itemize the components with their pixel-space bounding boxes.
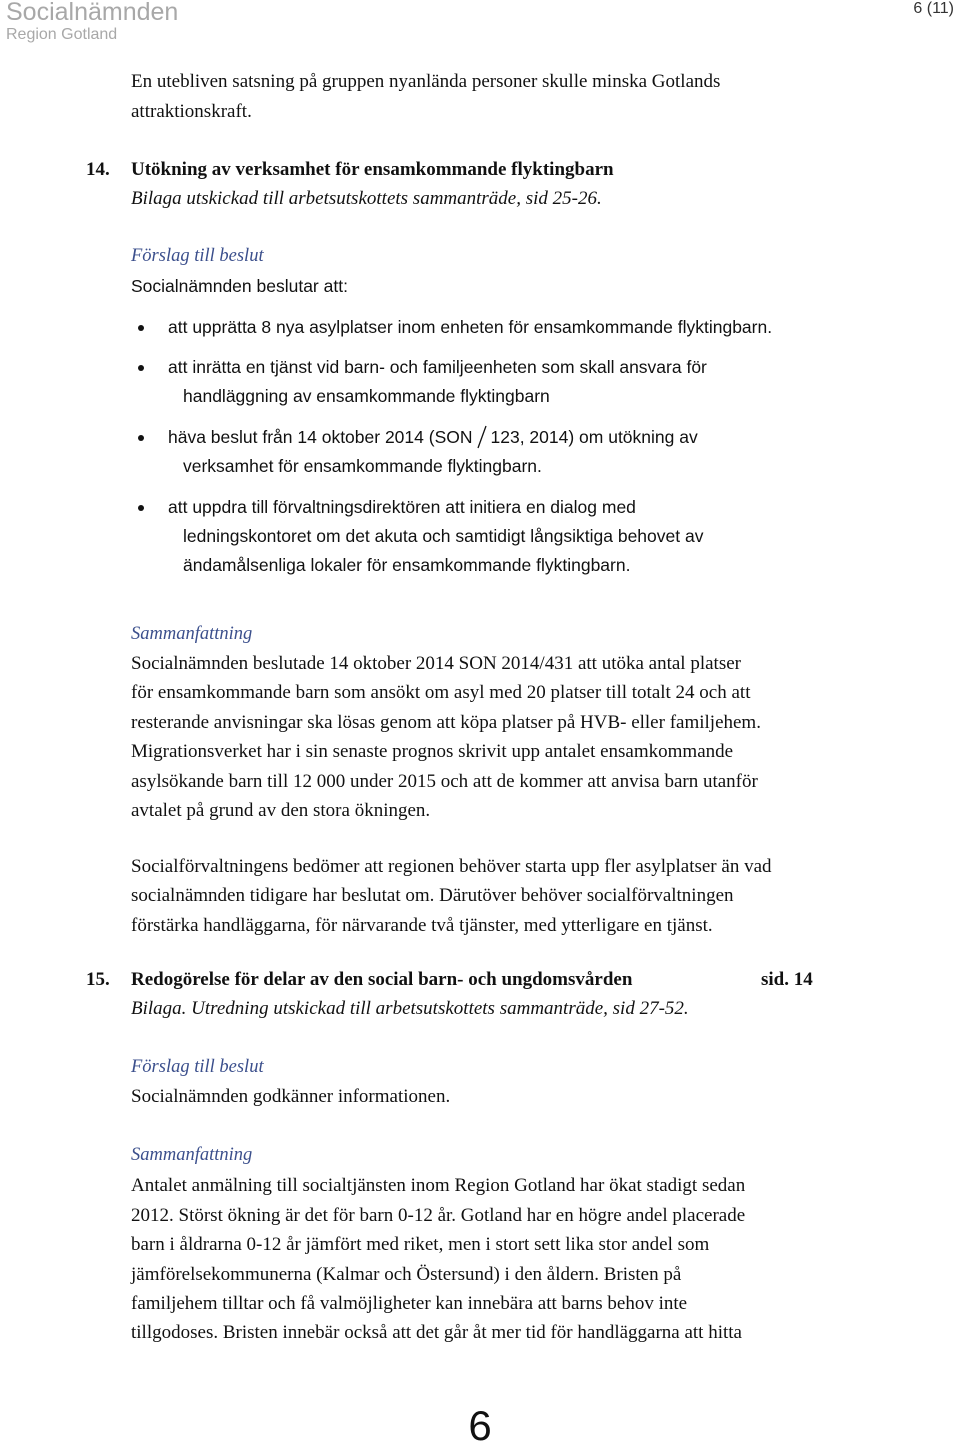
summary-line: barn i åldrarna 0-12 år jämfört med riket, men i stort sett lika stor andel som <box>131 1234 710 1255</box>
bullet-item-text: 123, 2014) om utökning av <box>490 427 698 447</box>
bullet-item-continuation: ändamålsenliga lokaler för ensamkommande flyktingbarn. <box>183 555 631 575</box>
bullet-marker <box>138 365 144 371</box>
bullet-item: att upprätta 8 nya asylplatser inom enheten för ensamkommande flyktingbarn. <box>168 317 773 337</box>
section-14-decision-intro: Socialnämnden beslutar att: <box>131 276 348 296</box>
summary-line: Antalet anmälning till socialtjänsten inom Region Gotland har ökat stadigt sedan <box>131 1175 746 1196</box>
section-14-title: Utökning av verksamhet för ensamkommande flyktingbarn <box>131 159 614 180</box>
summary-line: Socialförvaltningens bedömer att regionen behöver starta upp fler asylplatser än vad <box>131 856 772 877</box>
header-region: Region Gotland <box>6 26 118 43</box>
section-15-number: 15. <box>86 969 110 990</box>
summary-line: familjehem tilltar och få valmöjligheter kan innebära att barns behov inte <box>131 1293 688 1314</box>
bullet-item <box>168 423 698 452</box>
section-15-proposal-label: Förslag till beslut <box>131 1057 264 1077</box>
section-15-title: Redogörelse för delar av den social barn- och ungdomsvården <box>131 969 633 990</box>
section-15-page-ref: sid. 14 <box>761 969 813 990</box>
bullet-item-continuation: verksamhet för ensamkommande flyktingbarn. <box>183 456 542 476</box>
summary-line: asylsökande barn till 12 000 under 2015 och att de kommer att anvisa barn utanför <box>131 771 758 792</box>
summary-line: socialnämnden tidigare har beslutat om. Därutöver behöver socialförvaltningen <box>131 885 734 906</box>
summary-line: 2012. Störst ökning är det för barn 0-12 år. Gotland har en högre andel placerade <box>131 1205 746 1226</box>
summary-line: Migrationsverket har i sin senaste prognos skrivit upp antalet ensamkommande <box>131 741 734 762</box>
section-14-summary-label: Sammanfattning <box>131 624 253 644</box>
summary-line: resterande anvisningar ska lösas genom att köpa platser på HVB- eller familjehem. <box>131 712 761 733</box>
section-14-attachment: Bilaga utskickad till arbetsutskottets sammanträde, sid 25-26. <box>131 188 602 209</box>
section-14-number: 14. <box>86 159 110 180</box>
intro-line: En utebliven satsning på gruppen nyanlända personer skulle minska Gotlands <box>131 71 721 92</box>
summary-line: Socialnämnden beslutade 14 oktober 2014 SON 2014/431 att utöka antal platser <box>131 653 741 674</box>
intro-line: attraktionskraft. <box>131 101 252 122</box>
bullet-item-continuation: handläggning av ensamkommande flyktingbarn <box>183 386 550 406</box>
section-15-attachment: Bilaga. Utredning utskickad till arbetsutskottets sammanträde, sid 27-52. <box>131 998 689 1019</box>
bullet-item: att uppdra till förvaltningsdirektören att initiera en dialog med <box>168 497 636 517</box>
bullet-marker <box>138 505 144 511</box>
summary-line: för ensamkommande barn som ansökt om asyl med 20 platser till totalt 24 och att <box>131 682 751 703</box>
bullet-marker <box>138 435 144 441</box>
summary-line: tillgodoses. Bristen innebär också att det går åt mer tid för handläggarna att hitta <box>131 1322 742 1343</box>
summary-line: jämförelsekommunerna (Kalmar och Östersund) i den åldern. Bristen på <box>131 1264 682 1285</box>
slash-mark <box>476 425 488 449</box>
bullet-item-continuation: ledningskontoret om det akuta och samtidigt långsiktiga behovet av <box>183 526 704 546</box>
header-org: Socialnämnden <box>6 0 179 26</box>
bullet-marker <box>138 325 144 331</box>
section-15-summary-label: Sammanfattning <box>131 1145 253 1165</box>
summary-line: förstärka handläggarna, för närvarande två tjänster, med ytterligare en tjänst. <box>131 915 713 936</box>
bullet-item: att inrätta en tjänst vid barn- och familjeenheten som skall ansvara för <box>168 357 707 377</box>
summary-line: avtalet på grund av den stora ökningen. <box>131 800 431 821</box>
bullet-item-text: häva beslut från 14 oktober 2014 (SON <box>168 427 473 447</box>
section-14-proposal-label: Förslag till beslut <box>131 246 264 266</box>
header-page-count: 6 (11) <box>913 0 954 17</box>
section-15-decision: Socialnämnden godkänner informationen. <box>131 1086 451 1107</box>
page-number: 6 <box>468 1402 492 1449</box>
